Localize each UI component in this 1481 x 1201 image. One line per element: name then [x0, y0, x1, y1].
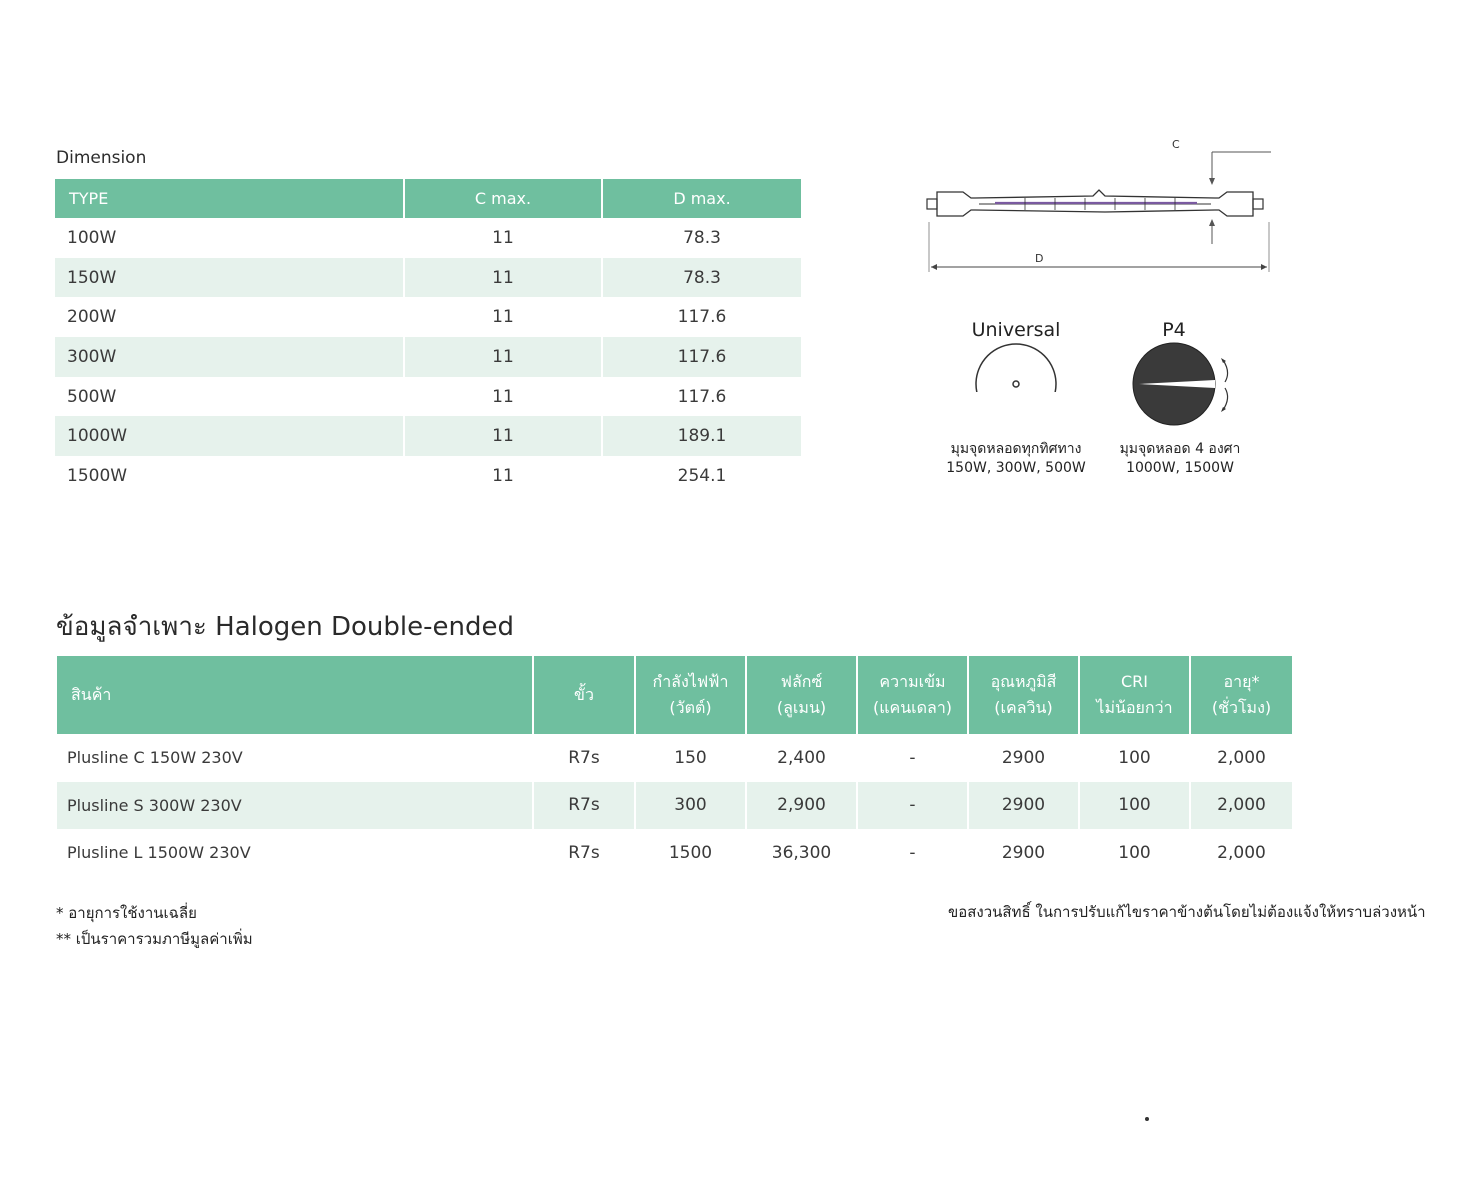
print-speck	[1145, 1117, 1149, 1121]
product-cell: Plusline L 1500W 230V	[57, 829, 533, 877]
p4-socket-svg	[915, 342, 1285, 452]
dimension-table	[55, 179, 801, 496]
flux-cell: 2,400	[746, 734, 857, 782]
table-row	[57, 829, 1292, 877]
header-power	[635, 656, 746, 734]
p4-rotation-arrow-bottom	[1223, 388, 1228, 410]
header-cri-line1: CRI	[1120, 672, 1148, 691]
header-life-line2: (ชั่วโมง)	[1211, 698, 1272, 717]
p4-rotation-arrow-top	[1223, 360, 1228, 382]
d-max-cell: 117.6	[677, 386, 727, 407]
dimension-title: Dimension	[56, 148, 147, 168]
intensity-cell: -	[857, 734, 968, 782]
type-cell: 1500W	[55, 456, 404, 496]
c-arrow-head-top	[1209, 178, 1215, 185]
header-intensity-line1: ความเข้ม	[879, 672, 946, 691]
type-cell: 1000W	[55, 416, 404, 456]
table-row	[55, 377, 801, 417]
type-cell: 150W	[55, 258, 404, 298]
header-cct-line1: อุณหภูมิสี	[990, 672, 1057, 691]
lamp-diagram	[915, 132, 1285, 502]
header-base: ขั้ว	[533, 656, 635, 734]
power-cell: 300	[635, 782, 746, 830]
table-row	[55, 337, 801, 377]
header-product: สินค้า	[57, 656, 533, 734]
cri-cell: 100	[1079, 734, 1190, 782]
halogen-lamp-icon	[927, 190, 1263, 216]
power-cell: 1500	[635, 829, 746, 877]
table-row	[55, 218, 801, 258]
header-cri-line2: ไม่น้อยกว่า	[1096, 698, 1173, 717]
label-c: C	[1172, 138, 1180, 151]
c-max-cell: 11	[404, 337, 602, 377]
cct-cell: 2900	[968, 829, 1079, 877]
base-cell: R7s	[533, 734, 635, 782]
header-cri	[1079, 656, 1190, 734]
spec-title: ข้อมูลจำเพาะ Halogen Double-ended	[56, 612, 514, 642]
header-life	[1190, 656, 1292, 734]
table-row	[55, 456, 801, 496]
d-max-cell: 254.1	[677, 465, 727, 486]
life-cell: 2,000	[1217, 747, 1266, 768]
intensity-cell: -	[857, 782, 968, 830]
cri-cell: 100	[1079, 782, 1190, 830]
life-cell: 2,000	[1190, 782, 1292, 830]
header-type: TYPE	[55, 179, 404, 218]
table-row	[57, 782, 1292, 830]
table-row	[55, 297, 801, 337]
c-arrow-head-bottom	[1209, 219, 1215, 226]
base-cell: R7s	[533, 829, 635, 877]
intensity-cell: -	[857, 829, 968, 877]
base-cell: R7s	[533, 782, 635, 830]
d-arrow-left	[931, 264, 937, 270]
universal-caption-line1: มุมจุดหลอดทุกทิศทาง	[950, 441, 1082, 457]
header-cct-line2: (เคลวิน)	[994, 698, 1053, 717]
header-flux	[746, 656, 857, 734]
c-max-cell: 11	[404, 416, 602, 456]
d-max-cell: 189.1	[602, 416, 801, 456]
header-power-line2: (วัตต์)	[669, 698, 712, 717]
header-d-max: D max.	[602, 179, 801, 218]
universal-title: Universal	[971, 319, 1061, 341]
table-row	[57, 734, 1292, 782]
footnote-vat: ** เป็นราคารวมภาษีมูลค่าเพิ่ม	[56, 930, 253, 948]
cct-cell: 2900	[968, 782, 1079, 830]
d-max-cell: 78.3	[602, 258, 801, 298]
p4-arrow-head-top	[1221, 358, 1226, 363]
header-life-line1: อายุ*	[1223, 672, 1260, 691]
cri-cell: 100	[1079, 829, 1190, 877]
price-disclaimer: ขอสงวนสิทธิ์ ในการปรับแก้ไขราคาข้างต้นโดยไม่ต้องแจ้งให้ทราบล่วงหน้า	[948, 903, 1426, 921]
d-max-cell: 117.6	[602, 337, 801, 377]
spec-header-row	[57, 656, 1292, 734]
d-max-cell: 117.6	[677, 307, 727, 328]
type-cell: 100W	[55, 218, 404, 258]
d-max-cell: 78.3	[683, 227, 721, 248]
p4-caption-line2: 1000W, 1500W	[1126, 460, 1234, 476]
header-intensity	[857, 656, 968, 734]
power-cell: 150	[635, 734, 746, 782]
type-cell: 300W	[55, 337, 404, 377]
header-flux-line2: (ลูเมน)	[776, 698, 827, 717]
header-power-line1: กำลังไฟฟ้า	[652, 672, 729, 691]
header-intensity-line2: (แคนเดลา)	[872, 698, 953, 717]
table-row	[55, 258, 801, 298]
p4-caption-line1: มุมจุดหลอด 4 องศา	[1119, 441, 1241, 457]
universal-caption-line2: 150W, 300W, 500W	[946, 460, 1086, 476]
c-max-cell: 11	[404, 218, 602, 258]
header-flux-line1: ฟลักซ์	[780, 672, 823, 691]
c-max-cell: 11	[404, 377, 602, 417]
product-cell: Plusline S 300W 230V	[57, 782, 533, 830]
footnote-lifetime: * อายุการใช้งานเฉลี่ย	[56, 904, 197, 922]
header-c-max: C max.	[404, 179, 602, 218]
c-max-cell: 11	[404, 297, 602, 337]
cct-cell: 2900	[968, 734, 1079, 782]
spec-table	[57, 656, 1292, 877]
c-max-cell: 11	[404, 456, 602, 496]
type-cell: 500W	[55, 377, 404, 417]
type-cell: 200W	[55, 297, 404, 337]
d-arrow-right	[1261, 264, 1267, 270]
p4-arrow-head-bottom	[1221, 407, 1226, 412]
table-row	[55, 416, 801, 456]
product-cell: Plusline C 150W 230V	[57, 734, 533, 782]
flux-cell: 2,900	[746, 782, 857, 830]
header-cct	[968, 656, 1079, 734]
label-d: D	[1035, 252, 1044, 265]
life-cell: 2,000	[1217, 842, 1266, 863]
p4-title: P4	[1162, 319, 1186, 341]
flux-cell: 36,300	[746, 829, 857, 877]
c-max-cell: 11	[404, 258, 602, 298]
dimension-header-row	[55, 179, 801, 218]
